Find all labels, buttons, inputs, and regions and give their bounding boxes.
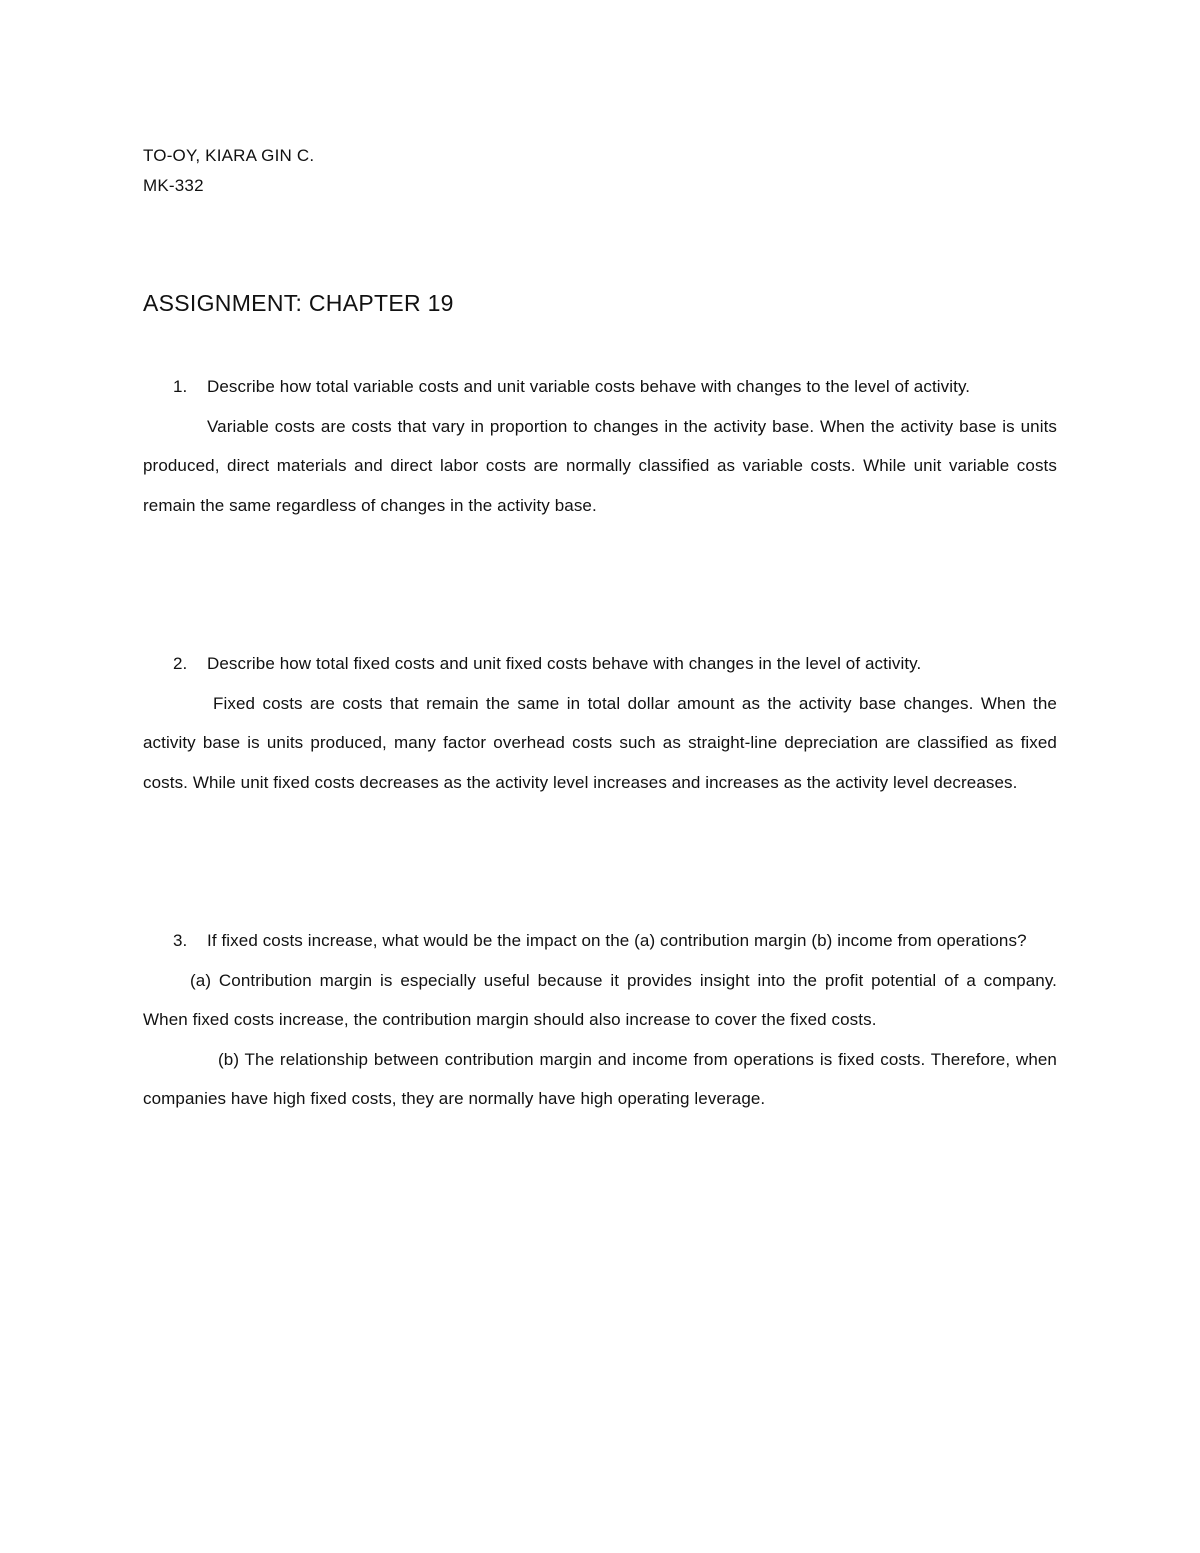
answer-paragraph: Fixed costs are costs that remain the same in total dollar amount as the activity base changes. When the activity base is units produced, many factor overhead costs such as straight-line depreciation are classified as fixed costs. While unit fixed costs decreases as the activity level increases and increases as the activity level decreases.	[143, 693, 1057, 792]
question-block-3	[143, 921, 1057, 1119]
question-block-1	[143, 367, 1057, 525]
answer-paragraph: (a) Contribution margin is especially useful because it provides insight into the profit potential of a company. When fixed costs increase, the contribution margin should also increase to cover the fixed costs.	[143, 970, 1057, 1029]
student-section: MK-332	[143, 176, 204, 195]
question-block-2	[143, 644, 1057, 802]
assignment-title: ASSIGNMENT: CHAPTER 19	[143, 290, 454, 316]
answer-paragraph: (b) The relationship between contribution margin and income from operations is fixed costs. Therefore, when companies have high fixed costs, they are normally have high operating leverage.	[143, 1049, 1057, 1108]
student-name: TO-OY, KIARA GIN C.	[143, 146, 315, 165]
question-text: If fixed costs increase, what would be the impact on the (a) contribution margin (b) income from operations?	[207, 931, 1027, 950]
question-2	[143, 644, 1057, 684]
question-1	[143, 367, 1057, 407]
question-text: Describe how total fixed costs and unit fixed costs behave with changes in the level of activity.	[207, 654, 922, 673]
question-number: 1.	[173, 377, 188, 396]
question-3	[143, 921, 1057, 961]
question-number: 2.	[173, 654, 188, 673]
answer-paragraph: Variable costs are costs that vary in proportion to changes in the activity base. When the activity base is units produced, direct materials and direct labor costs are normally classified as variable costs. While unit variable costs remain the same regardless of changes in the activity base.	[143, 416, 1057, 515]
question-text: Describe how total variable costs and unit variable costs behave with changes to the level of activity.	[207, 377, 971, 396]
question-number: 3.	[173, 931, 188, 950]
